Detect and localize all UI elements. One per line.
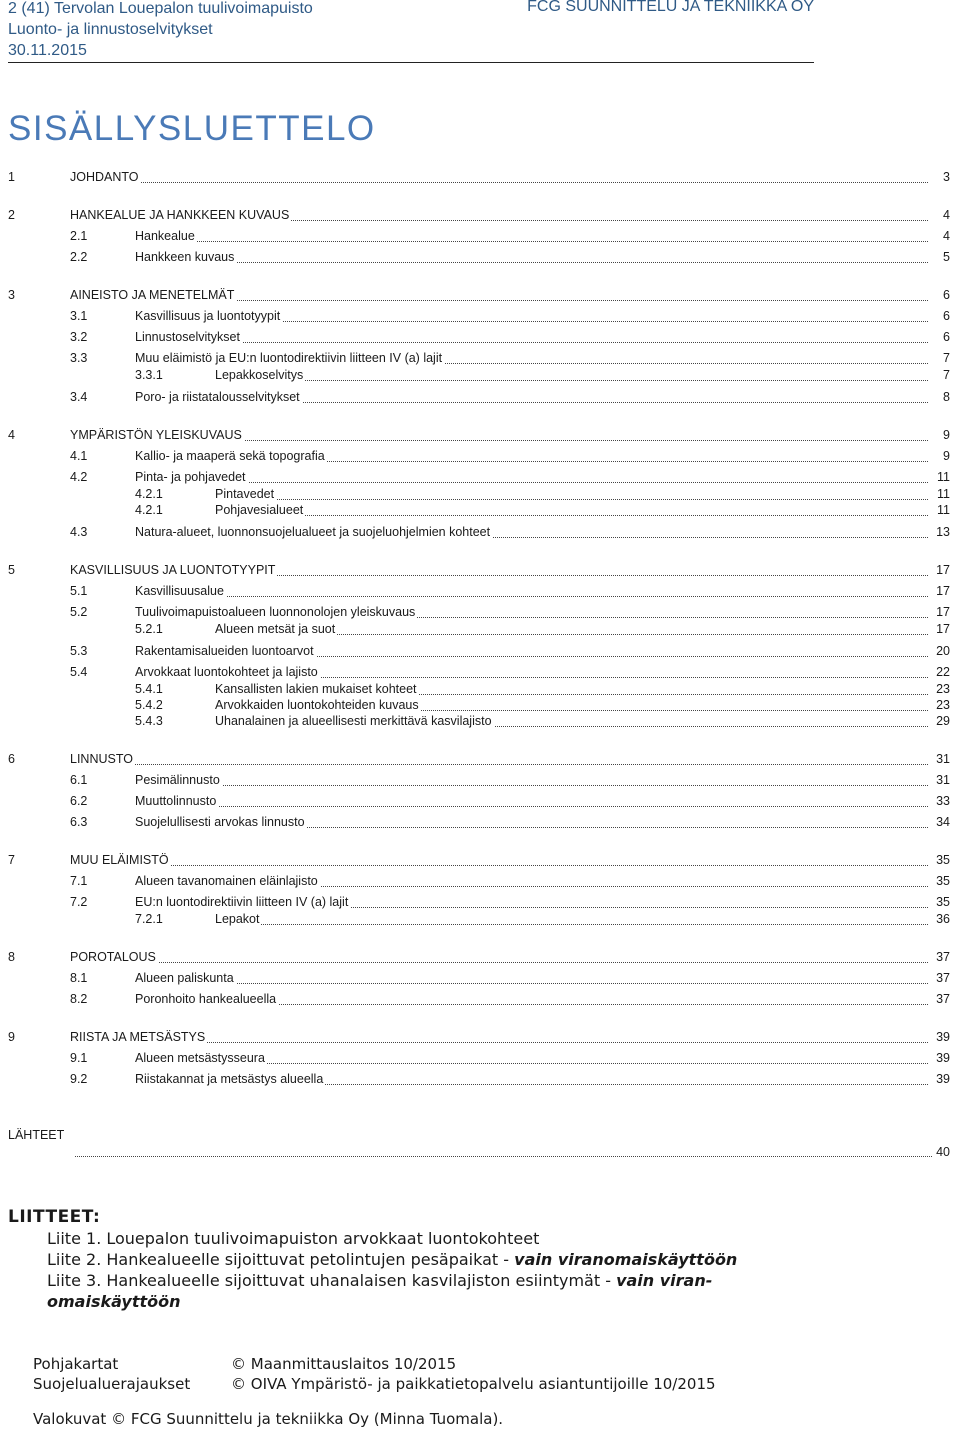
toc-page: 5 [940,248,950,266]
toc-entry[interactable] [8,750,960,768]
toc-leader [215,501,928,516]
attachment-item: omaiskäyttöön [47,1292,181,1311]
toc-page: 22 [933,663,950,681]
toc-number: 4.3 [70,525,88,539]
toc-label: POROTALOUS [70,950,156,964]
toc-label: MUU ELÄIMISTÖ [70,853,169,867]
toc-number: 5.4.1 [135,682,163,696]
toc-page: 31 [933,750,950,768]
toc-page: 17 [933,603,950,621]
toc-label: Muu eläimistö ja EU:n luontodirektiivin liitteen IV (a) lajit [135,351,443,365]
toc-page: 4 [940,227,950,245]
toc-page: 35 [933,872,950,890]
toc-leader [135,248,928,263]
toc-entry[interactable] [8,307,960,325]
toc-label: EU:n luontodirektiivin liitteen IV (a) lajit [135,895,349,909]
toc-page: 39 [933,1049,950,1067]
toc-entry[interactable] [8,1049,960,1067]
toc-number: 8 [8,950,15,964]
toc-label: Alueen metsät ja suot [215,622,336,636]
toc-number: 1 [8,170,15,184]
toc-number: 6.2 [70,794,88,808]
toc-entry[interactable] [8,561,960,579]
toc-entry[interactable] [8,813,960,831]
toc-label: Lepakkoselvitys [215,368,304,382]
toc-label: Kasvillisuus ja luontotyypit [135,309,281,323]
header-line-3: 30.11.2015 [8,42,87,59]
toc-entry[interactable] [8,366,960,384]
toc-leader [215,366,928,381]
toc-number: 4.2.1 [135,487,163,501]
protected-areas-label: Suojelualuerajaukset [33,1375,191,1393]
toc-label: Rakentamisalueiden luontoarvot [135,644,314,658]
toc-label: Suojelullisesti arvokas linnusto [135,815,305,829]
toc-page: 20 [933,642,950,660]
attachment-item: Liite 1. Louepalon tuulivoimapuiston arvokkaat luontokohteet [47,1229,540,1248]
protected-areas-value: © OIVA Ympäristö- ja paikkatietopalvelu asiantuntijoille 10/2015 [231,1375,716,1393]
toc-page: 9 [940,447,950,465]
toc-label: Pinta- ja pohjavedet [135,470,246,484]
toc-label: Pohjavesialueet [215,503,304,517]
toc-leader [215,485,928,500]
toc-number: 5 [8,563,15,577]
toc-number: 5.4.2 [135,698,163,712]
toc-number: 7.2 [70,895,88,909]
toc-number: 3.2 [70,330,88,344]
toc-entry[interactable] [8,642,960,660]
toc-entry[interactable] [8,910,960,928]
toc-entry[interactable] [8,872,960,890]
toc-page: 39 [933,1070,950,1088]
toc-page: 9 [940,426,950,444]
attachment-item: Liite 3. Hankealueelle sijoittuvat uhanalaisen kasvilajiston esiintymät - vain viran- [47,1271,713,1290]
toc-entry[interactable] [8,620,960,638]
toc-number: 9.1 [70,1051,88,1065]
toc-page: 11 [934,485,950,503]
toc-number: 7.1 [70,874,88,888]
references-label: LÄHTEET [8,1128,65,1142]
toc-page: 23 [933,696,950,714]
toc-page: 11 [934,501,950,519]
toc-label: Linnustoselvitykset [135,330,240,344]
toc-page: 34 [933,813,950,831]
toc-page: 13 [933,523,950,541]
toc-label: Arvokkaiden luontokohteiden kuvaus [215,698,419,712]
toc-label: Uhanalainen ja alueellisesti merkittävä kasvilajisto [215,714,492,728]
toc-number: 6.1 [70,773,88,787]
company-name: FCG SUUNNITTELU JA TEKNIIKKA OY [527,0,814,15]
toc-number: 2.2 [70,250,88,264]
basemaps-value: © Maanmittauslaitos 10/2015 [231,1355,457,1373]
toc-number: 3.3.1 [135,368,163,382]
toc-label: Kasvillisuusalue [135,584,224,598]
toc-number: 9.2 [70,1072,88,1086]
toc-entry[interactable] [8,468,960,486]
basemaps-label: Pohjakartat [33,1355,119,1373]
toc-label: Muuttolinnusto [135,794,217,808]
toc-leader [135,582,928,597]
toc-label: Alueen paliskunta [135,971,234,985]
toc-label: Hankkeen kuvaus [135,250,235,264]
toc-page: 29 [933,712,950,730]
toc-leader [135,792,928,807]
toc-label: Poro- ja riistatalousselvitykset [135,390,300,404]
toc-number: 4 [8,428,15,442]
toc-label: Riistakannat ja metsästys alueella [135,1072,324,1086]
toc-number: 6.3 [70,815,88,829]
toc-entry[interactable] [8,349,960,367]
toc-page: 17 [933,620,950,638]
toc-label: Kallio- ja maaperä sekä topografia [135,449,325,463]
toc-page: 4 [940,206,950,224]
toc-page: 37 [933,969,950,987]
toc-leader [70,851,928,866]
attachments-heading: LIITTEET: [8,1207,101,1227]
toc-entry[interactable] [8,851,960,869]
toc-label: Lepakot [215,912,260,926]
toc-page: 37 [933,948,950,966]
toc-leader [70,750,928,765]
toc-label: Tuulivoimapuistoalueen luonnonolojen yleiskuvaus [135,605,416,619]
toc-number: 3.4 [70,390,88,404]
toc-leader [135,468,928,483]
toc-page: 31 [933,771,950,789]
toc-number: 5.1 [70,584,88,598]
page-header [8,0,814,63]
toc-page: 36 [933,910,950,928]
toc-entry[interactable] [8,328,960,346]
toc-entry[interactable] [8,426,960,444]
toc-entry[interactable] [8,168,960,186]
header-line-1: 2 (41) Tervolan Louepalon tuulivoimapuisto [8,0,313,17]
toc-number: 4.1 [70,449,88,463]
toc-number: 8.2 [70,992,88,1006]
toc-entry[interactable] [8,969,960,987]
toc-number: 4.2.1 [135,503,163,517]
toc-entry[interactable] [8,501,960,519]
toc-number: 5.2 [70,605,88,619]
toc-page: 7 [940,366,950,384]
toc-label: Alueen metsästysseura [135,1051,265,1065]
toc-entry[interactable] [8,227,960,245]
toc-entry[interactable] [8,990,960,1008]
toc-page: 17 [933,582,950,600]
toc-number: 3.1 [70,309,88,323]
toc-entry[interactable] [8,582,960,600]
toc-number: 7.2.1 [135,912,163,926]
toc-entry[interactable] [8,206,960,224]
toc-page: 8 [940,388,950,406]
toc-label: RIISTA JA METSÄSTYS [70,1030,206,1044]
toc-page: 6 [940,328,950,346]
toc-label: AINEISTO JA MENETELMÄT [70,288,235,302]
toc-label: Pesimälinnusto [135,773,220,787]
toc-entry[interactable] [8,893,960,911]
toc-entry[interactable] [8,523,960,541]
toc-page: 35 [933,851,950,869]
toc-number: 9 [8,1030,15,1044]
attachment-item: Liite 2. Hankealueelle sijoittuvat petolintujen pesäpaikat - vain viranomaiskäyttöön [47,1250,738,1269]
toc-number: 5.3 [70,644,88,658]
toc-entry[interactable] [8,1070,960,1088]
toc-page: 3 [940,168,950,186]
toc-entry[interactable] [8,603,960,621]
toc-entry[interactable] [8,1028,960,1046]
toc-number: 4.2 [70,470,88,484]
toc-label: Arvokkaat luontokohteet ja lajisto [135,665,318,679]
toc-page: 6 [940,286,950,304]
header-line-2: Luonto- ja linnustoselvitykset [8,21,213,38]
toc-label: JOHDANTO [70,170,139,184]
toc-page: 35 [933,893,950,911]
toc-number: 2.1 [70,229,88,243]
toc-page: 39 [933,1028,950,1046]
toc-number: 3 [8,288,15,302]
toc-label: Alueen tavanomainen eläinlajisto [135,874,318,888]
toc-number: 7 [8,853,15,867]
toc-page: 17 [933,561,950,579]
toc-entry[interactable] [8,712,960,730]
toc-number: 5.4 [70,665,88,679]
toc-label: Kansallisten lakien mukaiset kohteet [215,682,417,696]
toc-leader [70,168,928,183]
toc-entry[interactable] [8,388,960,406]
toc-number: 5.2.1 [135,622,163,636]
toc-page: 7 [940,349,950,367]
toc-label: Natura-alueet, luonnonsuojelualueet ja suojeluohjelmien kohteet [135,525,491,539]
toc-page: 33 [933,792,950,810]
toc-entry[interactable] [8,792,960,810]
toc-entry[interactable] [8,948,960,966]
toc-leader [70,948,928,963]
toc-entry[interactable] [8,447,960,465]
toc-number: 8.1 [70,971,88,985]
toc-label: YMPÄRISTÖN YLEISKUVAUS [70,428,242,442]
toc-entry[interactable] [8,663,960,681]
references-leader [75,1144,934,1157]
toc-page: 11 [934,468,950,486]
toc-page: 23 [933,680,950,698]
toc-leader [135,771,928,786]
toc-entry[interactable] [8,248,960,266]
toc-number: 6 [8,752,15,766]
toc-leader [135,328,928,343]
toc-leader [135,969,928,984]
toc-label: Pintavedet [215,487,275,501]
references-page: 40 [933,1145,950,1159]
toc-entry[interactable] [8,286,960,304]
toc-label: HANKEALUE JA HANKKEEN KUVAUS [70,208,290,222]
toc-number: 2 [8,208,15,222]
toc-leader [135,227,928,242]
toc-page: 37 [933,990,950,1008]
toc-entry[interactable] [8,771,960,789]
toc-number: 3.3 [70,351,88,365]
page-title: SISÄLLYSLUETTELO [8,109,376,148]
toc-number: 5.4.3 [135,714,163,728]
toc-label: LINNUSTO [70,752,133,766]
toc-label: Poronhoito hankealueella [135,992,277,1006]
toc-leader [215,910,928,925]
toc-page: 6 [940,307,950,325]
toc-label: Hankealue [135,229,195,243]
toc-label: KASVILLISUUS JA LUONTOTYYPIT [70,563,276,577]
photo-credit: Valokuvat © FCG Suunnittelu ja tekniikka Oy (Minna Tuomala). [33,1410,504,1428]
